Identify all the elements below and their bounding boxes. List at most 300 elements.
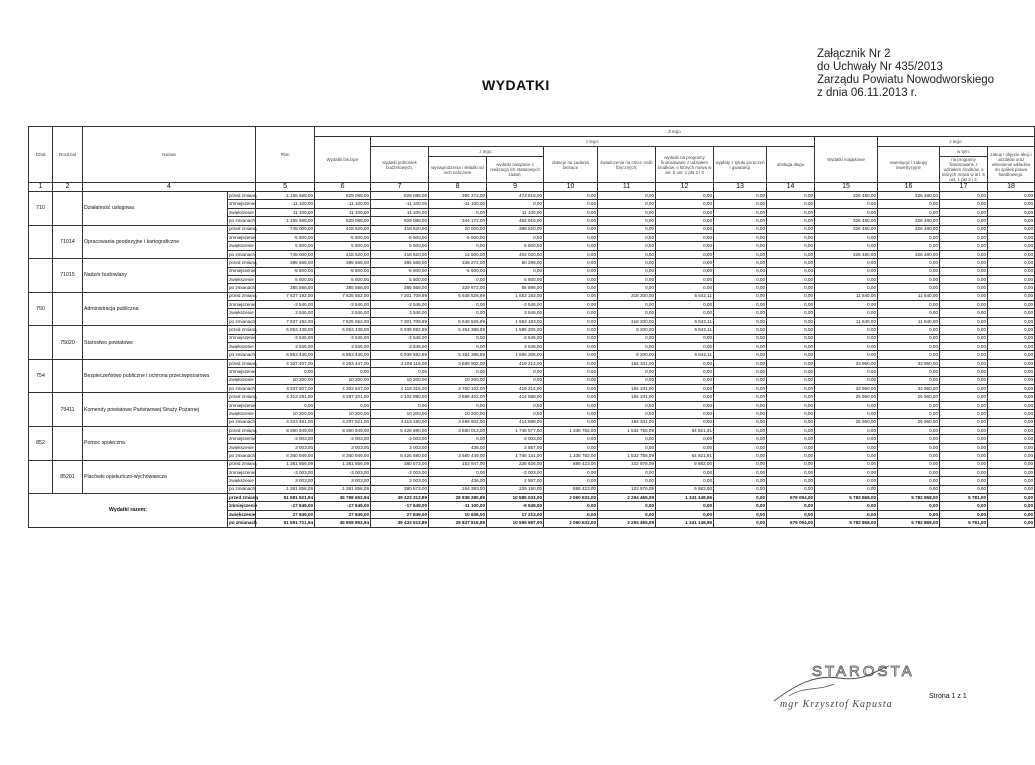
col-w-tym: w tym: [940, 147, 988, 157]
amount-cell: 1 653 183,00 [487, 317, 544, 325]
amount-cell: 0,00 [815, 309, 878, 317]
amount-cell: 745 000,00 [256, 250, 315, 258]
col-nazwa: Nazwa [83, 127, 256, 183]
amount-cell: 0,00 [544, 443, 598, 451]
amount-cell: 10 585 033,00 [487, 494, 544, 502]
amount-cell: 0,00 [714, 250, 767, 258]
amount-cell: 0,00 [767, 410, 815, 418]
amount-cell: 0,00 [767, 200, 815, 208]
amount-cell: 0,00 [544, 317, 598, 325]
amount-cell: 0,00 [544, 233, 598, 241]
amount-cell: 0,00 [988, 192, 1035, 200]
amount-cell: 5 648 526,89 [429, 317, 487, 325]
amount-cell: 436,00 [429, 443, 487, 451]
amount-cell: 6 939 592,89 [371, 326, 429, 334]
column-number: 12 [656, 183, 714, 192]
amount-cell: 0,00 [256, 401, 315, 409]
amount-cell: 0,00 [714, 510, 767, 518]
amount-cell: 0,00 [429, 435, 487, 443]
amount-cell: 5 782 868,00 [815, 494, 878, 502]
amount-cell: 20 000,00 [429, 225, 487, 233]
column-number: 9 [487, 183, 544, 192]
resolution-number: do Uchwały Nr 435/2013 [817, 61, 943, 73]
table-body [29, 192, 1035, 528]
amount-cell: 0,00 [429, 275, 487, 283]
amount-cell: 0,00 [714, 343, 767, 351]
amount-cell: 25 960,00 [815, 418, 878, 426]
amount-cell: 0,00 [656, 200, 714, 208]
amount-cell: 0,00 [988, 200, 1035, 208]
amount-cell: 0,00 [598, 208, 656, 216]
cell-nazwa: Pomoc społeczna [83, 426, 228, 460]
amount-cell: 2 060 632,00 [544, 494, 598, 502]
amount-cell: 0,00 [940, 376, 988, 384]
amount-cell: 0,00 [429, 208, 487, 216]
amount-cell: 0,00 [815, 259, 878, 267]
amount-cell: 3 003,00 [256, 443, 315, 451]
table-row [29, 393, 1035, 401]
amount-cell: 4 303 647,00 [315, 384, 371, 392]
row-type-label: po zmianach [228, 250, 256, 258]
row-type-label: przed zmianą [228, 225, 256, 233]
amount-cell: 0,00 [544, 359, 598, 367]
amount-cell: 0,00 [767, 426, 815, 434]
amount-cell: 0,00 [940, 217, 988, 225]
amount-cell: 0,00 [544, 192, 598, 200]
expenses-table-container [28, 126, 1034, 528]
amount-cell: 0,00 [988, 275, 1035, 283]
amount-cell: 33 960,00 [815, 359, 878, 367]
amount-cell: 64 821,91 [656, 426, 714, 434]
amount-cell: 0,00 [656, 502, 714, 510]
row-type-label: zmniejszenie [228, 401, 256, 409]
amount-cell: 0,00 [940, 368, 988, 376]
col-programy: wydatki na programy finansowane z udziałem środków, o których mowa w art. 5 ust. 1 pkt 2 i 3 [656, 147, 714, 183]
amount-cell: -3 003,00 [371, 435, 429, 443]
amount-cell: 3 689 902,00 [429, 359, 487, 367]
amount-cell: 0,00 [940, 233, 988, 241]
cell-dzial: 710 [29, 192, 53, 226]
amount-cell: 0,00 [940, 225, 988, 233]
amount-cell: 6 953 438,00 [315, 326, 371, 334]
amount-cell: 184 331,00 [598, 359, 656, 367]
amount-cell: 11 640,00 [878, 317, 940, 325]
amount-cell: 0,00 [940, 393, 988, 401]
amount-cell: 39 433 513,89 [371, 519, 429, 527]
amount-cell: 0,00 [767, 452, 815, 460]
amount-cell: 326 480,00 [815, 250, 878, 258]
amount-cell: 0,00 [878, 334, 940, 342]
amount-cell: 0,00 [988, 317, 1035, 325]
amount-cell: -3 546,00 [487, 334, 544, 342]
table-header [29, 127, 1035, 192]
amount-cell: 45 808 853,94 [315, 519, 371, 527]
amount-cell: 0,00 [656, 242, 714, 250]
amount-cell: 25 960,00 [815, 393, 878, 401]
amount-cell: 0,00 [767, 343, 815, 351]
amount-cell: 0,00 [940, 418, 988, 426]
amount-cell: 0,00 [544, 284, 598, 292]
amount-cell: 0,00 [940, 275, 988, 283]
table-row [29, 225, 1035, 233]
cell-nazwa: Placówki opiekuńczo-wychowawcze [83, 460, 228, 494]
col-wynagrodzenia: wynagrodzenia i składki od nich naliczane [429, 157, 487, 183]
table-row [29, 192, 1035, 200]
amount-cell: 0,00 [940, 242, 988, 250]
amount-cell: 380 573,00 [371, 460, 429, 468]
amount-cell: 679 094,00 [767, 494, 815, 502]
amount-cell: 0,00 [544, 326, 598, 334]
amount-cell: 4 102 990,00 [371, 393, 429, 401]
amount-cell: 5 426 590,00 [371, 452, 429, 460]
amount-cell: 10 200,00 [256, 410, 315, 418]
amount-cell: 888 423,00 [544, 485, 598, 493]
resolution-header [817, 48, 994, 100]
amount-cell: -6 549,00 [487, 502, 544, 510]
amount-cell: 0,00 [598, 502, 656, 510]
amount-cell: 0,00 [714, 292, 767, 300]
amount-cell: 0,00 [815, 368, 878, 376]
amount-cell: 1 585 206,00 [487, 351, 544, 359]
amount-cell: 1 155 568,00 [256, 192, 315, 200]
amount-cell: 0,00 [714, 334, 767, 342]
row-type-label: po zmianach [228, 317, 256, 325]
amount-cell: 6 953 438,00 [315, 351, 371, 359]
amount-cell: 5 600,00 [487, 275, 544, 283]
signatory-name: mgr Krzysztof Kapusta [780, 699, 893, 710]
amount-cell: 0,00 [988, 284, 1035, 292]
amount-cell: 318 200,00 [598, 292, 656, 300]
amount-cell: 0,00 [598, 343, 656, 351]
amount-cell: 8 360 949,00 [315, 426, 371, 434]
amount-cell: 0,00 [815, 233, 878, 241]
amount-cell: 385 568,00 [315, 259, 371, 267]
amount-cell: 0,00 [544, 208, 598, 216]
amount-cell: 0,00 [767, 359, 815, 367]
amount-cell: 0,00 [714, 426, 767, 434]
amount-cell: 0,00 [940, 426, 988, 434]
amount-cell: 28 838 280,89 [429, 494, 487, 502]
amount-cell: 0,00 [940, 309, 988, 317]
amount-cell: 0,00 [656, 343, 714, 351]
amount-cell: 0,00 [878, 309, 940, 317]
amount-cell: 473 816,00 [487, 192, 544, 200]
amount-cell: 28 837 816,89 [429, 519, 487, 527]
amount-cell: 33 960,00 [878, 384, 940, 392]
amount-cell: 0,00 [878, 410, 940, 418]
cell-dzial [29, 326, 53, 360]
amount-cell: 326 480,00 [815, 225, 878, 233]
amount-cell: 0,00 [656, 359, 714, 367]
amount-cell: 0,00 [878, 259, 940, 267]
amount-cell: 0,00 [714, 519, 767, 527]
amount-cell: 0,00 [878, 510, 940, 518]
amount-cell: 4 337 607,00 [256, 384, 315, 392]
amount-cell: 0,00 [487, 233, 544, 241]
amount-cell: 0,00 [714, 275, 767, 283]
amount-cell: 0,00 [714, 309, 767, 317]
column-number: 2 [53, 183, 83, 192]
amount-cell: 0,00 [767, 309, 815, 317]
amount-cell: 0,00 [988, 242, 1035, 250]
amount-cell: 4 287 321,00 [315, 393, 371, 401]
row-type-label: zwiększenie [228, 510, 256, 518]
amount-cell: 326 480,00 [878, 225, 940, 233]
amount-cell: 1 341 148,96 [656, 494, 714, 502]
row-type-label: przed zmianą [228, 192, 256, 200]
amount-cell: 4 297 521,00 [315, 418, 371, 426]
amount-cell: 0,00 [598, 267, 656, 275]
amount-cell: 326 480,00 [878, 250, 940, 258]
amount-cell: 184 331,00 [598, 418, 656, 426]
amount-cell: 10 636,00 [429, 510, 487, 518]
amount-cell: 0,00 [656, 267, 714, 275]
amount-cell: 0,00 [878, 477, 940, 485]
amount-cell: 0,00 [598, 435, 656, 443]
board-name: Zarządu Powiatu Nowodworskiego [817, 74, 995, 86]
amount-cell: 0,00 [767, 317, 815, 325]
amount-cell: 0,00 [544, 217, 598, 225]
amount-cell: 2 567,00 [487, 443, 544, 451]
amount-cell: -3 546,00 [371, 334, 429, 342]
cell-rozdzial [53, 292, 83, 326]
amount-cell: 9 882,00 [656, 485, 714, 493]
amount-cell: 0,00 [714, 443, 767, 451]
amount-cell: 0,00 [988, 477, 1035, 485]
amount-cell: -3 546,00 [256, 301, 315, 309]
row-type-label: zmniejszenie [228, 435, 256, 443]
amount-cell: 0,00 [988, 410, 1035, 418]
amount-cell: 5 500,00 [256, 242, 315, 250]
amount-cell: 0,00 [767, 418, 815, 426]
amount-cell: 5 426 590,00 [371, 426, 429, 434]
amount-cell: 0,00 [656, 435, 714, 443]
amount-cell: 0,00 [767, 502, 815, 510]
stamp-title: STAROSTA [812, 663, 915, 680]
row-type-label: zwiększenie [228, 343, 256, 351]
amount-cell: 0,00 [988, 259, 1035, 267]
amount-cell: 4 113 190,00 [371, 418, 429, 426]
row-type-label: przed zmianą [228, 426, 256, 434]
amount-cell: 10 595 697,00 [487, 519, 544, 527]
amount-cell: 1 653 183,00 [487, 292, 544, 300]
amount-cell: 51 591 721,94 [256, 519, 315, 527]
amount-cell: 0,00 [940, 250, 988, 258]
row-type-label: zwiększenie [228, 477, 256, 485]
cell-nazwa: Nadzór budowlany [83, 259, 228, 293]
row-type-label: zmniejszenie [228, 301, 256, 309]
amount-cell: 0,00 [878, 401, 940, 409]
row-type-label: po zmianach [228, 217, 256, 225]
col-wydatki-majatkowe: Wydatki majątkowe [815, 137, 878, 183]
row-type-label: zmniejszenie [228, 200, 256, 208]
amount-cell: 0,00 [940, 343, 988, 351]
amount-cell: 10 200,00 [371, 376, 429, 384]
amount-cell: 0,00 [544, 393, 598, 401]
amount-cell: 0,00 [656, 259, 714, 267]
amount-cell: 27 849,00 [256, 510, 315, 518]
amount-cell: 0,00 [598, 233, 656, 241]
col-wyplaty: wypłaty z tytułu poręczeń i gwarancji [714, 147, 767, 183]
amount-cell: 0,00 [656, 368, 714, 376]
amount-cell: 0,00 [429, 242, 487, 250]
amount-cell: 0,00 [878, 351, 940, 359]
cell-dzial [29, 460, 53, 494]
amount-cell: 0,00 [598, 443, 656, 451]
amount-cell: 0,00 [656, 477, 714, 485]
amount-cell: 318 200,00 [598, 317, 656, 325]
cell-rozdzial [53, 426, 83, 460]
amount-cell: -5 600,00 [315, 267, 371, 275]
amount-cell: 1 336 782,00 [544, 426, 598, 434]
amount-cell: 0,00 [988, 326, 1035, 334]
amount-cell: 3 003,00 [371, 443, 429, 451]
amount-cell: 0,00 [815, 267, 878, 275]
amount-cell: 0,00 [815, 242, 878, 250]
amount-cell: 4 323 481,00 [256, 418, 315, 426]
amount-cell: 0,00 [815, 485, 878, 493]
column-number: 14 [767, 183, 815, 192]
amount-cell: 0,00 [878, 443, 940, 451]
amount-cell: 418 520,00 [315, 225, 371, 233]
amount-cell: 0,00 [714, 410, 767, 418]
amount-cell: 0,00 [815, 376, 878, 384]
amount-cell: 0,00 [598, 284, 656, 292]
amount-cell: 0,00 [544, 343, 598, 351]
amount-cell: -17 649,00 [371, 502, 429, 510]
amount-cell: 0,00 [656, 208, 714, 216]
column-number: 13 [714, 183, 767, 192]
amount-cell: 0,00 [544, 309, 598, 317]
amount-cell: 0,00 [815, 426, 878, 434]
amount-cell: 0,00 [544, 401, 598, 409]
amount-cell: 0,00 [544, 410, 598, 418]
amount-cell: 5 781,00 [940, 519, 988, 527]
amount-cell: 0,00 [598, 250, 656, 258]
amount-cell: 0,00 [878, 502, 940, 510]
amount-cell: 0,00 [598, 376, 656, 384]
amount-cell: 0,00 [714, 259, 767, 267]
row-type-label: przed zmianą [228, 259, 256, 267]
row-type-label: zwiększenie [228, 376, 256, 384]
amount-cell: 154 383,00 [429, 485, 487, 493]
amount-cell: 64 821,91 [656, 452, 714, 460]
amount-cell: 11 640,00 [878, 292, 940, 300]
amount-cell: 0,00 [988, 485, 1035, 493]
column-number: 5 [256, 183, 315, 192]
amount-cell: -17 649,00 [315, 502, 371, 510]
amount-cell: 0,00 [767, 250, 815, 258]
amount-cell: 0,00 [656, 384, 714, 392]
amount-cell: 0,00 [988, 401, 1035, 409]
table-row [29, 326, 1035, 334]
row-type-label: zwiększenie [228, 309, 256, 317]
amount-cell: 0,00 [988, 309, 1035, 317]
amount-cell: 0,00 [988, 435, 1035, 443]
amount-cell: -3 003,00 [315, 435, 371, 443]
amount-cell: 414 588,00 [487, 418, 544, 426]
amount-cell: 11 100,00 [487, 208, 544, 216]
row-type-label: zwiększenie [228, 242, 256, 250]
amount-cell: 0,00 [988, 460, 1035, 468]
amount-cell: 0,00 [714, 359, 767, 367]
amount-cell: -3 003,00 [371, 468, 429, 476]
amount-cell: 329 672,00 [429, 284, 487, 292]
amount-cell: 5 500,00 [371, 242, 429, 250]
amount-cell: 0,00 [767, 376, 815, 384]
amount-cell: 0,00 [714, 301, 767, 309]
amount-cell: 1 746 577,00 [487, 426, 544, 434]
amount-cell: 5 500,00 [487, 242, 544, 250]
row-type-label: zwiększenie [228, 208, 256, 216]
amount-cell: 0,00 [988, 267, 1035, 275]
amount-cell: 0,00 [767, 292, 815, 300]
amount-cell: 11 640,00 [815, 317, 878, 325]
amount-cell: 0,00 [940, 267, 988, 275]
amount-cell: 55 896,00 [487, 284, 544, 292]
amount-cell: 0,00 [656, 284, 714, 292]
column-number: 17 [940, 183, 988, 192]
amount-cell: 0,00 [815, 326, 878, 334]
amount-cell: 25 960,00 [878, 418, 940, 426]
amount-cell: 0,00 [878, 326, 940, 334]
amount-cell: -11 100,00 [315, 200, 371, 208]
amount-cell: 0,00 [429, 301, 487, 309]
amount-cell: 184 331,00 [598, 384, 656, 392]
row-type-label: przed zmianą [228, 494, 256, 502]
signature-stroke-2 [789, 684, 834, 696]
cell-rozdzial: 75020 [53, 326, 83, 360]
amount-cell: -5 600,00 [429, 267, 487, 275]
cell-dzial [29, 393, 53, 427]
cell-rozdzial [53, 359, 83, 393]
amount-cell: 0,00 [767, 468, 815, 476]
amount-cell: 0,00 [544, 384, 598, 392]
amount-cell: 0,00 [940, 502, 988, 510]
row-type-label: po zmianach [228, 351, 256, 359]
amount-cell: 0,00 [815, 275, 878, 283]
amount-cell: -5 600,00 [256, 267, 315, 275]
col-inwestycje: inwestycje i zakupy inwestycyjne [878, 147, 940, 183]
amount-cell: 2 060 632,00 [544, 519, 598, 527]
amount-cell: 0,00 [988, 418, 1035, 426]
amount-cell: 888 423,00 [544, 460, 598, 468]
col-na-programy: na programy finansowane z udziałem środków, o których mowa w art. 5 ust. 1 pkt 2 i 3, [940, 157, 988, 183]
amount-cell: 0,00 [544, 267, 598, 275]
amount-cell: 0,00 [940, 460, 988, 468]
amount-cell: 5 642,11 [656, 351, 714, 359]
amount-cell: 326 480,00 [815, 217, 878, 225]
row-type-label: zwiększenie [228, 410, 256, 418]
amount-cell: 0,00 [544, 351, 598, 359]
amount-cell: 436,00 [429, 477, 487, 485]
amount-cell: 3 546,00 [487, 343, 544, 351]
total-label: Wydatki razem: [29, 494, 228, 528]
amount-cell: 7 301 709,89 [371, 317, 429, 325]
amount-cell: 0,00 [598, 468, 656, 476]
amount-cell: 27 849,00 [371, 510, 429, 518]
amount-cell: -17 649,00 [256, 502, 315, 510]
amount-cell: 385 568,00 [371, 259, 429, 267]
row-type-label: zmniejszenie [228, 368, 256, 376]
amount-cell: -5 500,00 [371, 233, 429, 241]
amount-cell: 0,00 [598, 242, 656, 250]
amount-cell: 0,00 [988, 384, 1035, 392]
amount-cell: 10 200,00 [315, 376, 371, 384]
amount-cell: 5 354 386,89 [429, 351, 487, 359]
amount-cell: 829 088,00 [315, 192, 371, 200]
amount-cell: 0,00 [656, 217, 714, 225]
